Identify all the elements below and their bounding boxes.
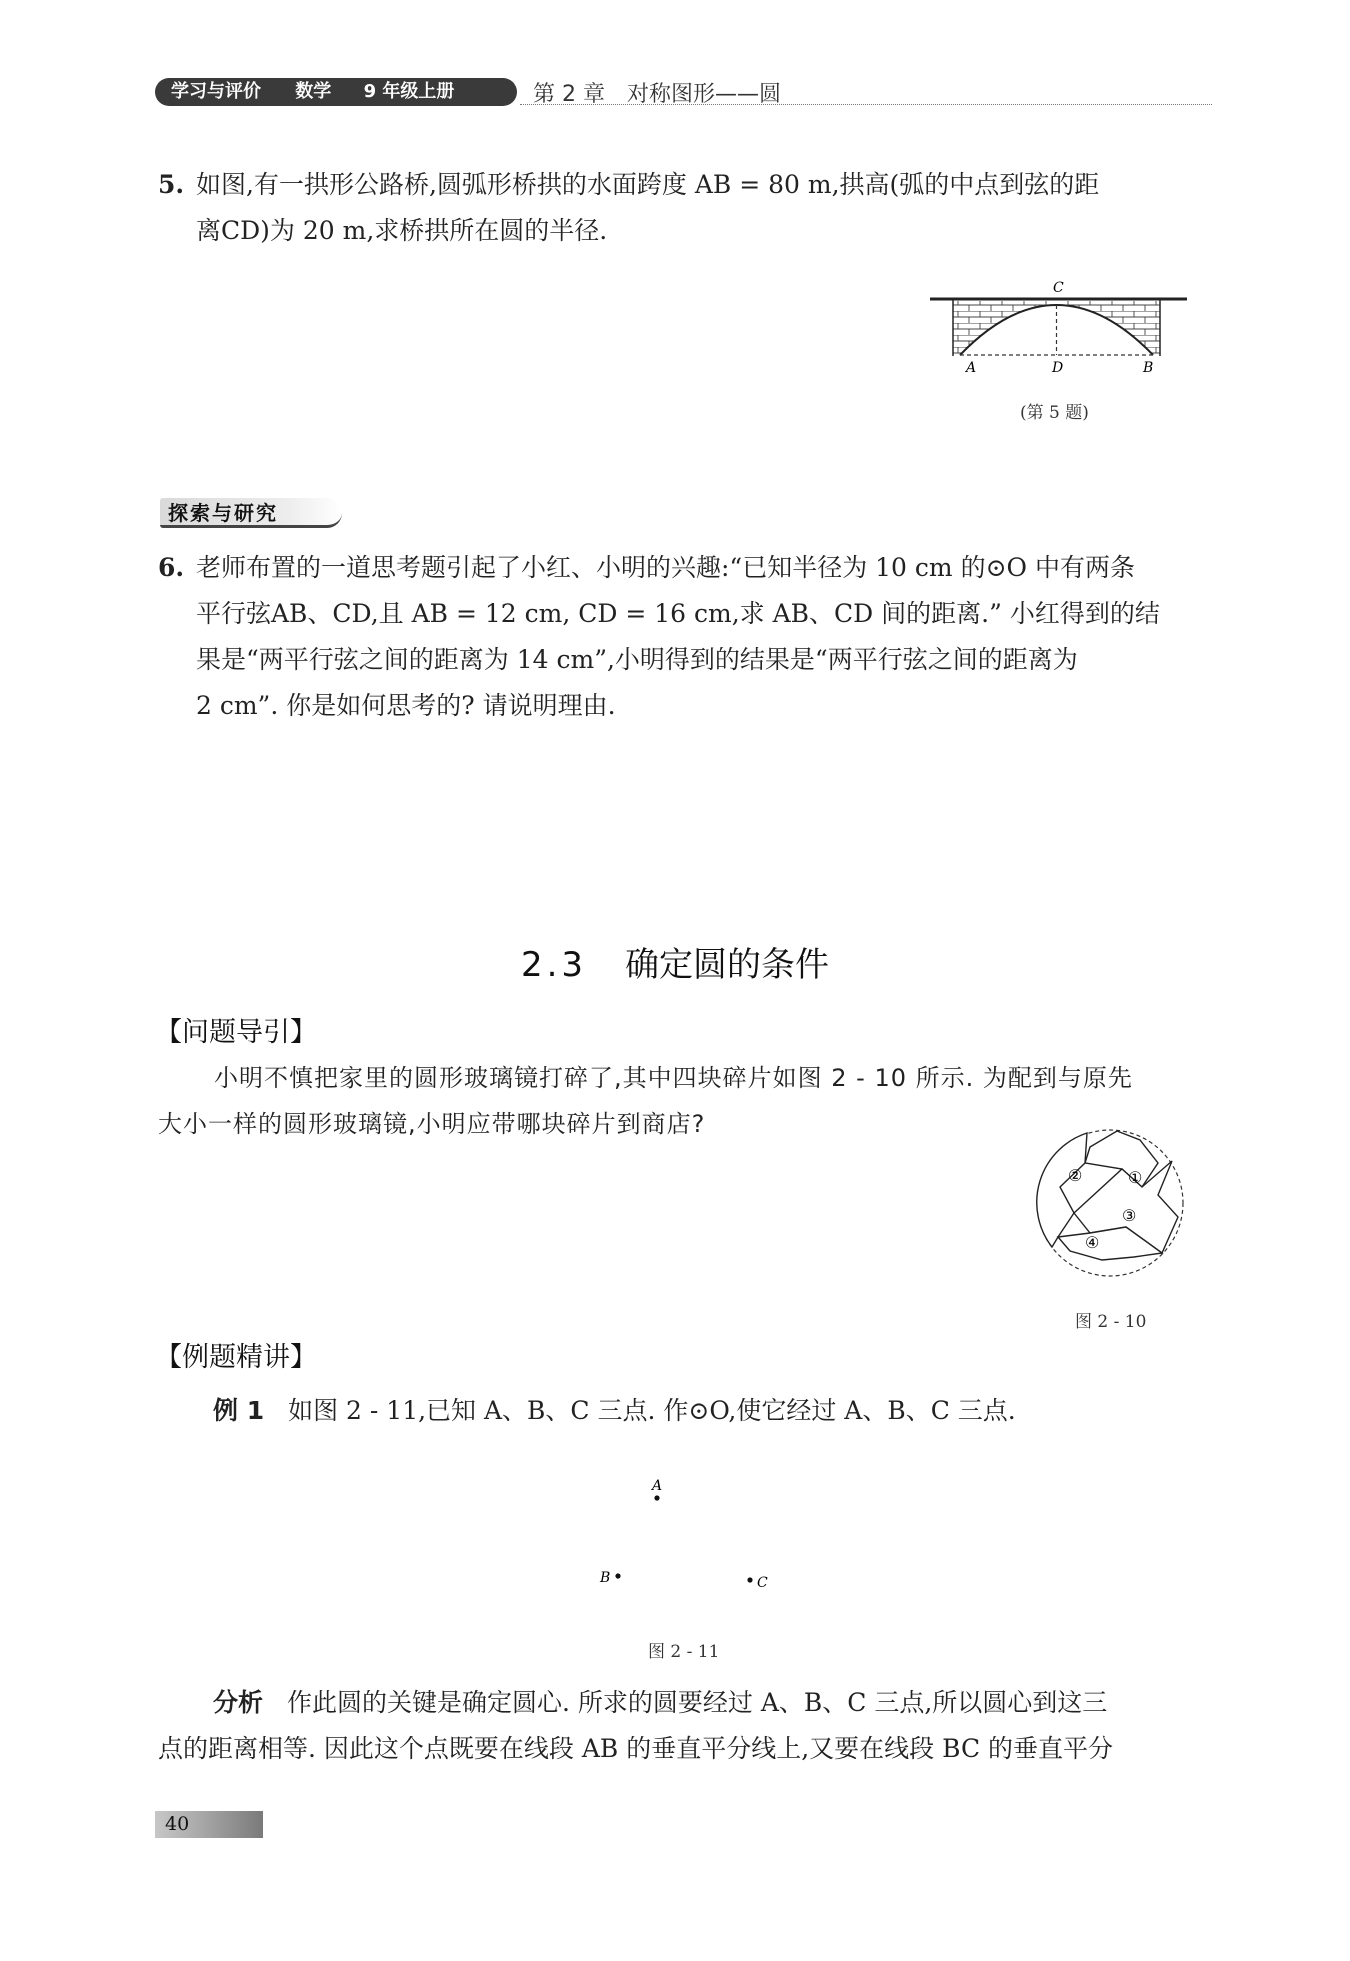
section-number: 2.3 (520, 945, 588, 985)
header-subject: 数学 (295, 81, 332, 102)
problem-5 (158, 162, 1212, 254)
problem-6-text-3: 果是“两平行弦之间的距离为 14 cm”,小明得到的结果是“两平行弦之间的距离为 (196, 645, 1078, 674)
figure-2-10-caption: 图 2 - 10 (1075, 1312, 1147, 1332)
analysis-text-1: 作此圆的关键是确定圆心. 所求的圆要经过 A、B、C 三点,所以圆心到这三 (287, 1688, 1108, 1717)
figure-2-11-caption: 图 2 - 11 (648, 1642, 720, 1662)
label-d: D (1052, 360, 1064, 376)
point-c (747, 1577, 752, 1582)
problem-6-text-2: 平行弦AB、CD,且 AB = 12 cm, CD = 16 cm,求 AB、CD 间的距离.” 小红得到的结 (196, 599, 1160, 628)
problem-5-text-2: 离CD)为 20 m,求桥拱所在圆的半径. (196, 216, 608, 245)
fragment-label-2: ② (1068, 1166, 1083, 1185)
fragment-label-4: ④ (1085, 1233, 1100, 1252)
header-chapter: 第 2 章 对称图形——圆 (533, 82, 781, 107)
problem-6-line-1 (158, 545, 1212, 591)
example-1 (213, 1388, 1213, 1434)
label-c: C (1053, 280, 1064, 296)
header-grade: 9 年级上册 (363, 81, 455, 102)
analysis-text-2: 点的距离相等. 因此这个点既要在线段 AB 的垂直平分线上,又要在线段 BC 的垂直平分 (158, 1734, 1114, 1763)
problem-6-line-4 (158, 683, 1212, 729)
analysis-line-1 (158, 1680, 1212, 1726)
problem-6-line-2 (158, 591, 1212, 637)
page-number: 40 (165, 1813, 190, 1835)
fragment-label-3: ③ (1122, 1206, 1137, 1225)
explore-section-tag: 探索与研究 (160, 498, 342, 528)
problem-6-text-1: 老师布置的一道思考题引起了小红、小明的兴趣:“已知半径为 10 cm 的⊙O 中有两条 (196, 553, 1135, 582)
point-label-a: A (652, 1478, 663, 1494)
guide-text-1: 小明不慎把家里的圆形玻璃镜打碎了,其中四块碎片如图 2 - 10 所示. 为配到与原先 (214, 1064, 1133, 1092)
header-rule (520, 104, 1212, 105)
bridge-figure (925, 275, 1195, 380)
example-1-lead: 例 1 (213, 1396, 265, 1425)
analysis-lead: 分析 (213, 1688, 264, 1717)
guide-heading: 【问题导引】 (155, 1017, 317, 1048)
broken-mirror-figure (1030, 1125, 1195, 1290)
point-label-c: C (757, 1575, 768, 1591)
figure-5-caption: (第 5 题) (1020, 403, 1089, 423)
point-label-b: B (600, 1570, 611, 1586)
fragment-label-1: ① (1128, 1168, 1143, 1187)
header-book-badge (155, 78, 517, 106)
problem-5-number: 5. (158, 170, 185, 199)
fragment-2 (1037, 1133, 1087, 1247)
analysis (158, 1680, 1212, 1772)
guide-line-1 (158, 1055, 1218, 1101)
section-title: 确定圆的条件 (625, 945, 830, 985)
problem-6 (158, 545, 1212, 729)
problem-5-line-2 (158, 208, 1212, 254)
analysis-line-2 (158, 1726, 1212, 1772)
examples-heading: 【例题精讲】 (155, 1342, 317, 1373)
problem-6-text-4: 2 cm”. 你是如何思考的? 请说明理由. (196, 691, 616, 720)
header-series: 学习与评价 (171, 81, 261, 102)
problem-5-line-1 (158, 162, 1212, 208)
point-a (654, 1495, 659, 1500)
label-a: A (966, 360, 977, 376)
label-b: B (1143, 360, 1154, 376)
three-points-figure (590, 1470, 790, 1600)
guide-text-2: 大小一样的圆形玻璃镜,小明应带哪块碎片到商店? (158, 1110, 706, 1138)
section-heading (0, 937, 1350, 986)
point-b (615, 1573, 620, 1578)
example-1-text: 如图 2 - 11,已知 A、B、C 三点. 作⊙O,使它经过 A、B、C 三点. (288, 1396, 1016, 1425)
problem-6-number: 6. (158, 553, 185, 582)
problem-5-text-1: 如图,有一拱形公路桥,圆弧形桥拱的水面跨度 AB = 80 m,拱高(弧的中点到弦的距 (196, 170, 1100, 199)
problem-6-line-3 (158, 637, 1212, 683)
